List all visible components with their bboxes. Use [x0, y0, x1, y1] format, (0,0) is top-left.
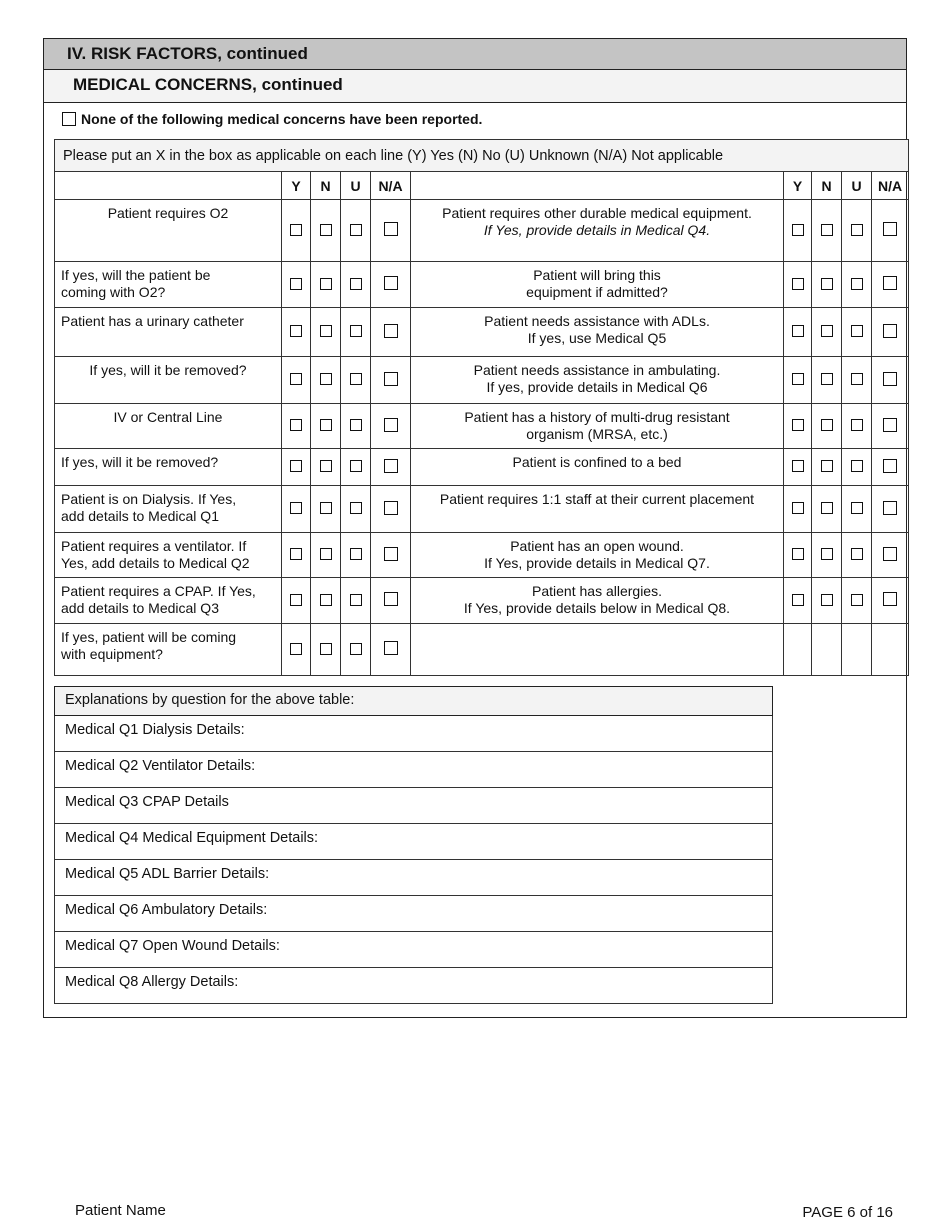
left-col-header-na: N/A: [371, 172, 411, 200]
right-question-header: [411, 172, 784, 200]
explanations-table: [54, 686, 773, 1004]
left-row-1-n-cell: [311, 200, 341, 262]
left-row-10-na-checkbox[interactable]: [384, 641, 398, 655]
right-question-empty: [411, 624, 784, 676]
right-row-1-na-checkbox[interactable]: [883, 222, 897, 236]
left-row-3-n-cell: [311, 308, 341, 357]
left-row-9-na-cell: [371, 578, 411, 624]
left-question-10-line-1: If yes, patient will be coming: [61, 629, 237, 645]
right-row-9-n-checkbox[interactable]: [821, 594, 833, 606]
table-row: [55, 357, 909, 404]
right-row-8-u-cell: [842, 533, 872, 578]
right-row-2-n-cell: [812, 262, 842, 308]
right-row-3-na-checkbox[interactable]: [883, 324, 897, 338]
risk-factors-form: [43, 38, 907, 1018]
left-question-4: [55, 357, 282, 404]
right-row-7-y-cell: [784, 486, 812, 533]
left-question-4-line-1: If yes, will it be removed?: [89, 362, 247, 378]
right-question-3-line-2: If yes, use Medical Q5: [527, 330, 667, 346]
right-row-1-y-checkbox[interactable]: [792, 224, 804, 236]
left-row-2-u-cell: [341, 262, 371, 308]
left-question-8-line-1: Patient requires a ventilator. If: [61, 538, 247, 554]
none-reported-label: None of the following medical concerns have been reported.: [81, 111, 483, 127]
subsection-title: MEDICAL CONCERNS, continued: [44, 70, 906, 103]
left-row-9-u-checkbox[interactable]: [350, 594, 362, 606]
right-row-1-n-checkbox[interactable]: [821, 224, 833, 236]
left-row-3-n-checkbox[interactable]: [320, 325, 332, 337]
left-col-header-y: Y: [282, 172, 311, 200]
right-row-3-y-cell: [784, 308, 812, 357]
right-row-9-y-checkbox[interactable]: [792, 594, 804, 606]
right-row-5-na-cell: [872, 404, 909, 449]
left-row-7-n-checkbox[interactable]: [320, 502, 332, 514]
left-row-9-n-cell: [311, 578, 341, 624]
left-row-7-na-checkbox[interactable]: [384, 501, 398, 515]
left-row-9-y-cell: [282, 578, 311, 624]
right-col-header-n: N: [812, 172, 842, 200]
right-row-8-n-cell: [812, 533, 842, 578]
left-row-4-na-checkbox[interactable]: [384, 372, 398, 386]
left-row-10-u-cell: [341, 624, 371, 676]
left-row-5-na-cell: [371, 404, 411, 449]
right-question-9: [411, 578, 784, 624]
left-row-4-u-checkbox[interactable]: [350, 373, 362, 385]
right-empty-n-cell: [812, 624, 842, 676]
left-question-9-line-2: add details to Medical Q3: [61, 600, 219, 616]
left-row-3-na-checkbox[interactable]: [384, 324, 398, 338]
right-row-2-y-cell: [784, 262, 812, 308]
right-row-9-u-checkbox[interactable]: [851, 594, 863, 606]
left-question-1: [55, 200, 282, 262]
right-row-5-u-checkbox[interactable]: [851, 419, 863, 431]
explanation-q4-field[interactable]: Medical Q4 Medical Equipment Details:: [55, 824, 773, 860]
left-row-6-y-cell: [282, 449, 311, 486]
right-question-9-line-2: If Yes, provide details below in Medical Q8.: [463, 600, 731, 616]
left-row-5-u-cell: [341, 404, 371, 449]
right-row-5-y-checkbox[interactable]: [792, 419, 804, 431]
right-row-7-y-checkbox[interactable]: [792, 502, 804, 514]
left-row-7-y-cell: [282, 486, 311, 533]
explanation-q8-field[interactable]: Medical Q8 Allergy Details:: [55, 968, 773, 1004]
left-row-9-n-checkbox[interactable]: [320, 594, 332, 606]
left-row-10-na-cell: [371, 624, 411, 676]
right-row-1-n-cell: [812, 200, 842, 262]
left-row-5-n-checkbox[interactable]: [320, 419, 332, 431]
left-row-6-na-cell: [371, 449, 411, 486]
right-question-2-line-2: equipment if admitted?: [526, 284, 668, 300]
right-row-6-y-cell: [784, 449, 812, 486]
right-row-7-n-checkbox[interactable]: [821, 502, 833, 514]
left-row-7-u-checkbox[interactable]: [350, 502, 362, 514]
right-question-8-line-1: Patient has an open wound.: [510, 538, 684, 554]
right-row-4-na-cell: [872, 357, 909, 404]
left-question-10-line-2: with equipment?: [61, 646, 163, 662]
right-question-3-line-1: Patient needs assistance with ADLs.: [484, 313, 710, 329]
left-question-5-line-1: IV or Central Line: [113, 409, 223, 425]
right-row-1-na-cell: [872, 200, 909, 262]
explanation-q5-field[interactable]: Medical Q5 ADL Barrier Details:: [55, 860, 773, 896]
left-row-8-y-cell: [282, 533, 311, 578]
left-row-6-n-checkbox[interactable]: [320, 460, 332, 472]
right-question-4-line-1: Patient needs assistance in ambulating.: [473, 362, 721, 378]
explanation-q3-field[interactable]: Medical Q3 CPAP Details: [55, 788, 773, 824]
right-row-7-u-checkbox[interactable]: [851, 502, 863, 514]
left-col-header-n: N: [311, 172, 341, 200]
right-row-8-n-checkbox[interactable]: [821, 548, 833, 560]
right-col-header-y: Y: [784, 172, 812, 200]
right-row-6-u-checkbox[interactable]: [851, 460, 863, 472]
table-row: [55, 262, 909, 308]
right-row-9-na-checkbox[interactable]: [883, 592, 897, 606]
left-row-4-y-checkbox[interactable]: [290, 373, 302, 385]
none-reported-row: [62, 111, 482, 127]
left-question-8: [55, 533, 282, 578]
left-row-9-na-checkbox[interactable]: [384, 592, 398, 606]
left-row-3-y-cell: [282, 308, 311, 357]
right-row-4-u-cell: [842, 357, 872, 404]
right-question-7-line-1: Patient requires 1:1 staff at their current placement: [439, 491, 755, 507]
table-row: [55, 200, 909, 262]
right-row-2-u-cell: [842, 262, 872, 308]
left-row-5-u-checkbox[interactable]: [350, 419, 362, 431]
right-row-6-na-cell: [872, 449, 909, 486]
none-reported-checkbox[interactable]: [62, 112, 76, 126]
left-row-3-y-checkbox[interactable]: [290, 325, 302, 337]
right-row-1-u-cell: [842, 200, 872, 262]
left-question-7-line-1: Patient is on Dialysis. If Yes,: [61, 491, 237, 507]
left-row-3-u-checkbox[interactable]: [350, 325, 362, 337]
right-row-8-na-cell: [872, 533, 909, 578]
page-number: PAGE 6 of 16: [802, 1204, 893, 1221]
right-row-6-u-cell: [842, 449, 872, 486]
right-row-4-n-checkbox[interactable]: [821, 373, 833, 385]
medical-concerns-table: [54, 139, 909, 676]
left-row-8-na-cell: [371, 533, 411, 578]
left-row-2-y-cell: [282, 262, 311, 308]
right-row-4-y-checkbox[interactable]: [792, 373, 804, 385]
right-row-5-n-checkbox[interactable]: [821, 419, 833, 431]
right-question-4-line-2: If yes, provide details in Medical Q6: [486, 379, 708, 395]
right-row-9-u-cell: [842, 578, 872, 624]
explanation-q6-field[interactable]: Medical Q6 Ambulatory Details:: [55, 896, 773, 932]
left-row-9-u-cell: [341, 578, 371, 624]
right-question-8: [411, 533, 784, 578]
left-row-10-n-cell: [311, 624, 341, 676]
right-empty-y-cell: [784, 624, 812, 676]
left-row-6-y-checkbox[interactable]: [290, 460, 302, 472]
left-row-8-na-checkbox[interactable]: [384, 547, 398, 561]
right-question-2-line-1: Patient will bring this: [533, 267, 661, 283]
left-row-8-u-cell: [341, 533, 371, 578]
right-row-3-u-checkbox[interactable]: [851, 325, 863, 337]
right-row-3-n-cell: [812, 308, 842, 357]
left-row-2-n-checkbox[interactable]: [320, 278, 332, 290]
right-question-8-line-2: If Yes, provide details in Medical Q7.: [484, 555, 710, 571]
right-question-5: [411, 404, 784, 449]
left-row-7-y-checkbox[interactable]: [290, 502, 302, 514]
left-row-1-u-cell: [341, 200, 371, 262]
left-row-5-na-checkbox[interactable]: [384, 418, 398, 432]
right-question-9-line-1: Patient has allergies.: [532, 583, 662, 599]
right-row-7-na-cell: [872, 486, 909, 533]
table-row: [55, 624, 909, 676]
left-row-8-u-checkbox[interactable]: [350, 548, 362, 560]
patient-name-label: Patient Name: [75, 1202, 166, 1219]
left-question-10: [55, 624, 282, 676]
left-row-1-na-checkbox[interactable]: [384, 222, 398, 236]
left-row-10-y-cell: [282, 624, 311, 676]
left-row-3-u-cell: [341, 308, 371, 357]
left-question-7: [55, 486, 282, 533]
left-question-7-line-2: add details to Medical Q1: [61, 508, 219, 524]
left-question-5: [55, 404, 282, 449]
right-row-5-n-cell: [812, 404, 842, 449]
left-question-9: [55, 578, 282, 624]
right-row-5-u-cell: [842, 404, 872, 449]
left-question-1-line-1: Patient requires O2: [107, 205, 229, 221]
left-row-6-na-checkbox[interactable]: [384, 459, 398, 473]
left-row-2-n-cell: [311, 262, 341, 308]
instructions: Please put an X in the box as applicable on each line (Y) Yes (N) No (U) Unknown (N/A) Not applicable: [55, 140, 909, 172]
right-row-2-na-cell: [872, 262, 909, 308]
left-row-4-n-checkbox[interactable]: [320, 373, 332, 385]
right-row-9-n-cell: [812, 578, 842, 624]
right-row-2-n-checkbox[interactable]: [821, 278, 833, 290]
left-row-8-y-checkbox[interactable]: [290, 548, 302, 560]
left-row-2-na-cell: [371, 262, 411, 308]
right-row-3-n-checkbox[interactable]: [821, 325, 833, 337]
right-question-1-line-2: If Yes, provide details in Medical Q4.: [483, 222, 711, 238]
right-row-8-y-cell: [784, 533, 812, 578]
left-row-5-n-cell: [311, 404, 341, 449]
right-question-6-line-1: Patient is confined to a bed: [512, 454, 682, 470]
explanation-q7-field[interactable]: Medical Q7 Open Wound Details:: [55, 932, 773, 968]
left-question-2-line-2: coming with O2?: [61, 284, 166, 300]
right-row-5-na-checkbox[interactable]: [883, 418, 897, 432]
left-row-8-n-checkbox[interactable]: [320, 548, 332, 560]
right-row-6-y-checkbox[interactable]: [792, 460, 804, 472]
table-row: [55, 533, 909, 578]
table-row: [55, 449, 909, 486]
right-question-2: [411, 262, 784, 308]
left-row-1-u-checkbox[interactable]: [350, 224, 362, 236]
table-row: [55, 404, 909, 449]
right-row-4-y-cell: [784, 357, 812, 404]
right-row-4-n-cell: [812, 357, 842, 404]
left-row-5-y-checkbox[interactable]: [290, 419, 302, 431]
right-row-4-na-checkbox[interactable]: [883, 372, 897, 386]
right-question-6: [411, 449, 784, 486]
table-row: [55, 578, 909, 624]
left-row-5-y-cell: [282, 404, 311, 449]
table-row: [55, 308, 909, 357]
right-row-4-u-checkbox[interactable]: [851, 373, 863, 385]
right-row-9-na-cell: [872, 578, 909, 624]
left-row-3-na-cell: [371, 308, 411, 357]
left-question-3: [55, 308, 282, 357]
right-question-7: [411, 486, 784, 533]
left-row-9-y-checkbox[interactable]: [290, 594, 302, 606]
explanation-q2-field[interactable]: Medical Q2 Ventilator Details:: [55, 752, 773, 788]
right-row-8-y-checkbox[interactable]: [792, 548, 804, 560]
left-row-10-n-checkbox[interactable]: [320, 643, 332, 655]
left-row-4-n-cell: [311, 357, 341, 404]
right-row-3-na-cell: [872, 308, 909, 357]
left-row-1-n-checkbox[interactable]: [320, 224, 332, 236]
right-col-header-na: N/A: [872, 172, 909, 200]
right-question-5-line-2: organism (MRSA, etc.): [526, 426, 668, 442]
left-question-6: [55, 449, 282, 486]
left-row-2-y-checkbox[interactable]: [290, 278, 302, 290]
right-col-header-u: U: [842, 172, 872, 200]
explanations-header: Explanations by question for the above table:: [55, 687, 773, 716]
left-row-2-na-checkbox[interactable]: [384, 276, 398, 290]
left-row-4-na-cell: [371, 357, 411, 404]
left-row-6-u-checkbox[interactable]: [350, 460, 362, 472]
left-question-3-line-1: Patient has a urinary catheter: [61, 313, 244, 329]
right-question-1: [411, 200, 784, 262]
right-row-1-y-cell: [784, 200, 812, 262]
right-row-5-y-cell: [784, 404, 812, 449]
right-row-3-u-cell: [842, 308, 872, 357]
right-row-8-u-checkbox[interactable]: [851, 548, 863, 560]
right-row-6-na-checkbox[interactable]: [883, 459, 897, 473]
left-row-4-y-cell: [282, 357, 311, 404]
left-question-8-line-2: Yes, add details to Medical Q2: [61, 555, 250, 571]
right-row-3-y-checkbox[interactable]: [792, 325, 804, 337]
left-row-6-u-cell: [341, 449, 371, 486]
left-row-10-u-checkbox[interactable]: [350, 643, 362, 655]
left-row-2-u-checkbox[interactable]: [350, 278, 362, 290]
left-question-2: [55, 262, 282, 308]
left-row-1-na-cell: [371, 200, 411, 262]
left-col-header-u: U: [341, 172, 371, 200]
right-question-3: [411, 308, 784, 357]
right-empty-u-cell: [842, 624, 872, 676]
right-row-7-n-cell: [812, 486, 842, 533]
right-empty-na-cell: [872, 624, 909, 676]
right-question-1-line-1: Patient requires other durable medical equipment.: [442, 205, 752, 221]
left-row-10-y-checkbox[interactable]: [290, 643, 302, 655]
left-question-2-line-1: If yes, will the patient be: [61, 267, 211, 283]
right-question-4: [411, 357, 784, 404]
right-row-7-na-checkbox[interactable]: [883, 501, 897, 515]
right-row-6-n-checkbox[interactable]: [821, 460, 833, 472]
left-row-6-n-cell: [311, 449, 341, 486]
right-question-5-line-1: Patient has a history of multi-drug resistant: [464, 409, 730, 425]
right-row-1-u-checkbox[interactable]: [851, 224, 863, 236]
left-row-7-na-cell: [371, 486, 411, 533]
left-question-6-line-1: If yes, will it be removed?: [61, 454, 219, 470]
right-row-7-u-cell: [842, 486, 872, 533]
left-row-7-n-cell: [311, 486, 341, 533]
right-row-2-y-checkbox[interactable]: [792, 278, 804, 290]
right-row-8-na-checkbox[interactable]: [883, 547, 897, 561]
left-row-7-u-cell: [341, 486, 371, 533]
table-row: [55, 486, 909, 533]
right-row-2-u-checkbox[interactable]: [851, 278, 863, 290]
left-row-8-n-cell: [311, 533, 341, 578]
right-row-9-y-cell: [784, 578, 812, 624]
left-row-1-y-checkbox[interactable]: [290, 224, 302, 236]
left-question-header: [55, 172, 282, 200]
right-row-2-na-checkbox[interactable]: [883, 276, 897, 290]
left-row-4-u-cell: [341, 357, 371, 404]
right-row-6-n-cell: [812, 449, 842, 486]
left-row-1-y-cell: [282, 200, 311, 262]
explanation-q1-field[interactable]: Medical Q1 Dialysis Details:: [55, 716, 773, 752]
section-title: IV. RISK FACTORS, continued: [44, 39, 906, 70]
left-question-9-line-1: Patient requires a CPAP. If Yes,: [61, 583, 256, 599]
